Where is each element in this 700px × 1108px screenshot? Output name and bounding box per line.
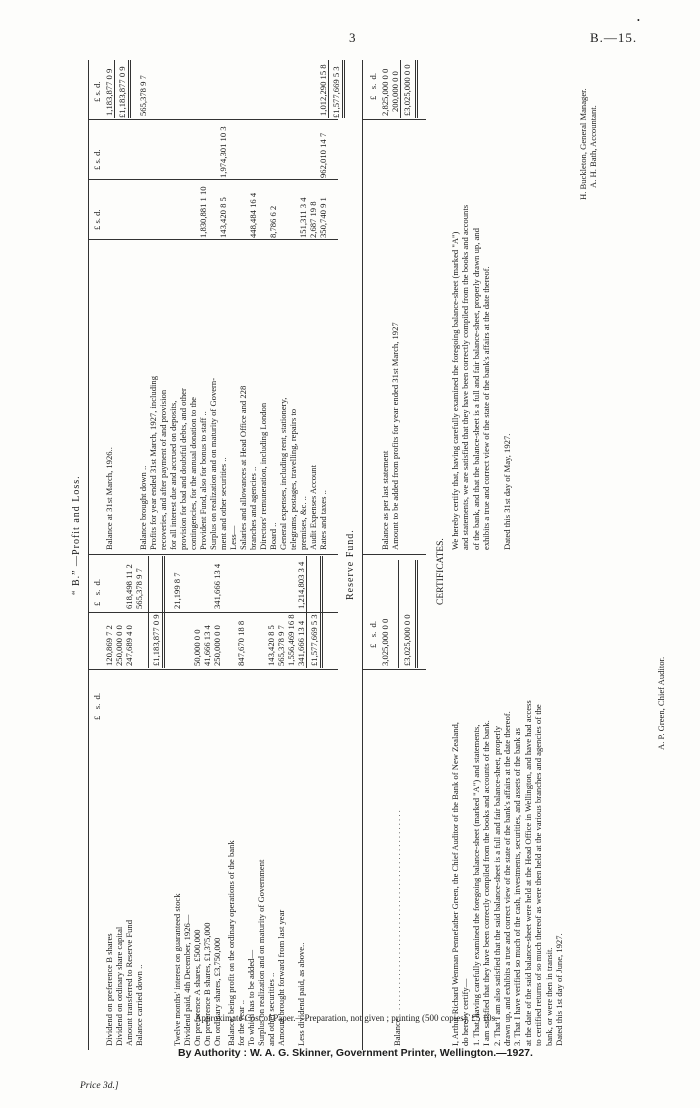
pl-left-row-subtotal: 21,199 8 7: [172, 572, 182, 609]
pl-right-row-text: Balance at 31st March, 1926..: [104, 447, 114, 550]
pl-left-total: £1,183,877 0 9: [151, 614, 161, 666]
pl-right-row-value: 143,420 8 5: [218, 197, 228, 238]
pl-right-row-text: recoveries, and after payment of and provision: [158, 389, 168, 550]
certificate-management-line: Dated this 31st day of May, 1927.: [502, 433, 512, 550]
rf-left-value: 3,025,000 0 0: [380, 618, 390, 666]
pl-left-row-text: Balance carried down ..: [134, 964, 144, 1046]
pl-right-row-value: 448,484 16 4: [248, 192, 258, 238]
pl-right-col-rule-3: [88, 119, 338, 120]
pl-left-row-subtotal: 341,666 13 4: [212, 563, 222, 609]
pl-right-row-text: Salaries and allowances at Head Office and 228: [238, 385, 248, 550]
pl-right-row-text: telegrams, postages, travelling, repairs to: [288, 408, 298, 550]
rf-right-col-rule: [362, 119, 426, 120]
pl-right-row-value: 1,830,881 1 10: [198, 186, 208, 238]
certificate-management-line: exhibits a true and correct view of the state of the bank's affairs at the date thereof.: [481, 266, 492, 550]
rf-left-currency: £ s. d.: [368, 621, 378, 648]
pl-left-row-value: 143,420 8 5: [266, 625, 276, 666]
pl-left-row-value: 250,000 0 0: [212, 625, 222, 666]
profit-loss-title: “ B.” —Profit and Loss.: [71, 475, 82, 595]
rf-center-rule: [362, 554, 426, 555]
pl-left-row-value: 565,378 9 7: [276, 625, 286, 666]
pl-left-row-text: Surplus on realization and on maturity of Government: [256, 859, 266, 1046]
rf-right-currency: £ s. d.: [368, 73, 378, 100]
rf-right-double-rule: [415, 60, 418, 118]
price-note: Price 3d.]: [80, 1081, 119, 1091]
pl-right-row-text: Profits for year ended 31st March, 1927, including: [148, 376, 158, 550]
pl-right-total: £1,183,877 0 9: [117, 66, 127, 118]
certificate-auditor-line: to certified returns of so much thereof as were then held at the various branches and agencies of the: [533, 704, 544, 1046]
pl-right-row-value: 8,786 6 2: [268, 205, 278, 238]
pl-left-row-text: and other securities ..: [266, 972, 276, 1046]
pl-right-row-total: 565,378 9 7: [138, 75, 148, 116]
reserve-fund-title: Reserve Fund.: [345, 529, 356, 600]
pl-right-row-text: Less—: [228, 525, 238, 550]
pl-left-row-text: for the year ..: [236, 999, 246, 1046]
certificates-title: CERTIFICATES.: [436, 538, 446, 605]
certificate-management-line: of the bank, and that the balance-sheet is a full and fair balance-sheet, properly drawn up, and: [470, 228, 481, 550]
certificate-management-line: and statements, we are satisfied that they have been correctly compiled from the books and accounts: [460, 204, 471, 550]
certificate-auditor-line: I, Arthur Richard Wenman Pennefather Green, the Chief Auditor of the Bank of New Zealand,: [450, 722, 460, 1046]
pl-right-row-text: Directors' remuneration, including London: [258, 402, 268, 550]
pl-right-row-text: ment and other securities ..: [218, 457, 228, 550]
pl-left-sum-rule: [306, 556, 307, 668]
rf-left-sum-rule: [398, 560, 399, 668]
pl-left-row-text: On preference B shares, £1,375,000: [202, 922, 212, 1046]
certificate-auditor-line: 2. That I am also satisfied that the said balance-sheet is a full and fair balance-sheet, properly: [491, 725, 502, 1046]
pl-right-row-text: Audit Expenses Account: [308, 465, 318, 550]
pl-left-row-value: 120,869 7 2: [104, 625, 114, 666]
pl-right-total: £1,577,669 5 3: [331, 66, 341, 118]
pl-right-row-subtotal: 1,974,301 10 3: [218, 126, 228, 178]
certificate-auditor-line: drawn up, and exhibits a true and correct view of the state of the bank's affairs at the date thereof.: [502, 711, 512, 1046]
auditor-signature: A. P. Green, Chief Auditor.: [656, 656, 666, 750]
pl-left-row-subtotal: 1,214,803 3 4: [296, 561, 306, 609]
pl-right-total-double-rule: [128, 60, 131, 118]
pl-right-row-text: for all interest due and accrued on deposits,: [168, 400, 178, 550]
pl-right-total-double-rule: [342, 60, 345, 118]
pl-right-sum-rule: [328, 60, 329, 118]
pl-left-row-value: 247,689 4 0: [124, 625, 134, 666]
pl-left-col-rule-2: [88, 612, 338, 613]
pl-left-row-value: 250,000 0 0: [114, 625, 124, 666]
certificate-auditor-line: 1. That, having carefully examined the foregoing balance-sheet (marked "A") and statements,: [470, 724, 481, 1046]
pl-left-row-text: Dividend paid, 4th December, 1926—: [182, 914, 192, 1046]
pl-right-row-text: Provident Fund, also for bonus to staff ..: [198, 411, 208, 550]
rf-right-value-2: 200,000 0 0: [390, 71, 400, 112]
rf-left-label: Balance: [392, 1018, 402, 1046]
certificate-auditor-line: do hereby certify—: [460, 978, 471, 1046]
pl-left-currency-header-2: £ s. d.: [92, 579, 102, 606]
certificate-management-line: We hereby certify that, having carefully examined the foregoing balance-sheet (marked "A"): [450, 231, 460, 550]
pl-left-currency-header: £ s. d.: [92, 693, 102, 720]
pl-right-sum-rule: [114, 60, 115, 118]
pl-left-row-value: 341,666 13 4: [296, 620, 306, 666]
pl-right-row-text: provision for bad and doubtful debts, and other: [178, 388, 188, 550]
pl-left-col-rule: [88, 669, 338, 670]
pl-right-row-subtotal: 962,010 14 7: [318, 132, 328, 178]
pl-right-row-total: 1,012,290 15 8: [318, 64, 328, 116]
pl-left-row-subtotal: 618,498 11 2: [124, 564, 134, 609]
pl-left-row-text: On ordinary shares, £3,750,000: [212, 937, 222, 1046]
certificate-auditor-line: I am satisfied that they have been correctly compiled from the books and accounts of the bank.: [481, 720, 492, 1046]
pl-right-row-text: Surplus on realization and on maturity of Govern-: [208, 377, 218, 550]
pl-left-row-text: Amount transferred to Reserve Fund: [124, 919, 134, 1046]
pl-left-row-text: Amount brought forward from last year: [276, 909, 286, 1046]
pl-left-row-text: Dividend on preference B shares: [104, 933, 114, 1046]
pl-right-currency-header: £ s. d.: [92, 81, 102, 102]
rf-right-value-1: 2,825,000 0 0: [380, 68, 390, 116]
pl-right-col-rule: [88, 239, 338, 240]
pl-left-row-text: On preference A shares, £500,000: [192, 929, 202, 1046]
rf-left-col-rule: [362, 669, 426, 670]
pl-left-sum-rule: [148, 556, 149, 668]
pl-left-row-text: To which has to be added—: [246, 949, 256, 1046]
pl-right-currency-header: £ s. d.: [92, 209, 102, 230]
pl-right-currency-header: £ s. d.: [92, 149, 102, 170]
ink-mark: •: [637, 16, 640, 25]
pl-right-row-text: Board ..: [268, 522, 278, 550]
certificate-auditor-line: bank, or were then in transit.: [543, 947, 554, 1046]
rf-left-leader: . . . . . . . . . . . . . . . . . . . . . . . . . . . . . . . . . . . . . . . . . . . . . . .: [392, 810, 402, 1010]
manager-signature: H. Buckleton, General Manager.: [578, 88, 588, 200]
certificate-auditor-line: Dated this 1st day of June, 1927.: [554, 933, 564, 1046]
pl-right-row-text: Balance brought down ..: [138, 465, 148, 550]
printer-imprint: By Authority : W. A. G. Skinner, Government Printer, Wellington.—1927.: [178, 1047, 533, 1059]
rf-right-row-2: Amount to be added from profits for year ended 31st March, 1927: [390, 322, 400, 550]
rotated-statement: [68, 60, 688, 1050]
printing-cost-note: Approximate Cost of Paper.—Preparation, not given ; printing (500 copies), £5 10s.: [195, 1013, 498, 1023]
rf-left-total: £3,025,000 0 0: [402, 614, 412, 666]
rf-right-total: £3,025,000 0 0: [402, 64, 412, 116]
pl-left-row-text: Dividend on ordinary share capital: [114, 926, 124, 1046]
pl-right-row-text: premises, &c. ..: [298, 496, 308, 550]
pl-right-row-text: contingencies, for the annual donation to the: [188, 397, 198, 550]
pl-left-row-value: 847,670 18 8: [236, 620, 246, 666]
pl-right-col-rule-2: [88, 179, 338, 180]
pl-right-row-text: Rates and taxes ..: [318, 490, 328, 550]
pl-right-row-text: General expenses, including rent, stationery,: [278, 397, 288, 550]
pl-left-total-double-rule: [320, 556, 323, 668]
pl-left-row-text: Balance, being profit on the ordinary operations of the bank: [226, 840, 236, 1046]
pl-left-row-text: Less dividend paid, as above..: [296, 942, 306, 1046]
pl-left-row-text: Twelve months' interest on guaranteed stock: [172, 893, 182, 1046]
pl-right-row-value: 2,687 19 8: [308, 201, 318, 238]
pl-right-row-total: 1,183,877 0 9: [104, 68, 114, 116]
pl-left-row-value: 41,666 13 4: [202, 625, 212, 666]
accountant-signature: A. H. Bath, Accountant.: [588, 105, 598, 188]
rf-right-row-1: Balance as per last statement: [380, 450, 390, 550]
pl-right-row-text: branches and agencies ..: [248, 466, 258, 550]
pl-right-row-value: 350,740 9 1: [318, 197, 328, 238]
pl-right-row-value: 151,311 3 4: [298, 197, 308, 238]
document-reference: B.—15.: [590, 30, 638, 45]
pl-left-row-value: 50,000 0 0: [192, 629, 202, 666]
pl-top-rule: [88, 60, 89, 1050]
certificate-auditor-line: 3. That I have verified so much of the cash, investments, securities, and assets of the bank as: [512, 728, 523, 1046]
pl-left-row-value: 1,556,469 16 8: [286, 614, 296, 666]
certificate-auditor-line: at the date of the said balance-sheet were held at the Head Office in Wellington, and have had access: [522, 700, 533, 1046]
pl-left-total-double-rule: [162, 556, 165, 668]
rf-right-sum-rule: [400, 60, 401, 118]
pl-left-total: £1,577,669 5 3: [309, 614, 319, 666]
pl-left-row-subtotal: 565,378 9 7: [134, 568, 144, 609]
rf-left-double-rule: [415, 560, 418, 668]
page-number: 3: [349, 30, 356, 45]
pl-center-rule: [88, 554, 338, 555]
rf-top-rule: [362, 60, 363, 1050]
